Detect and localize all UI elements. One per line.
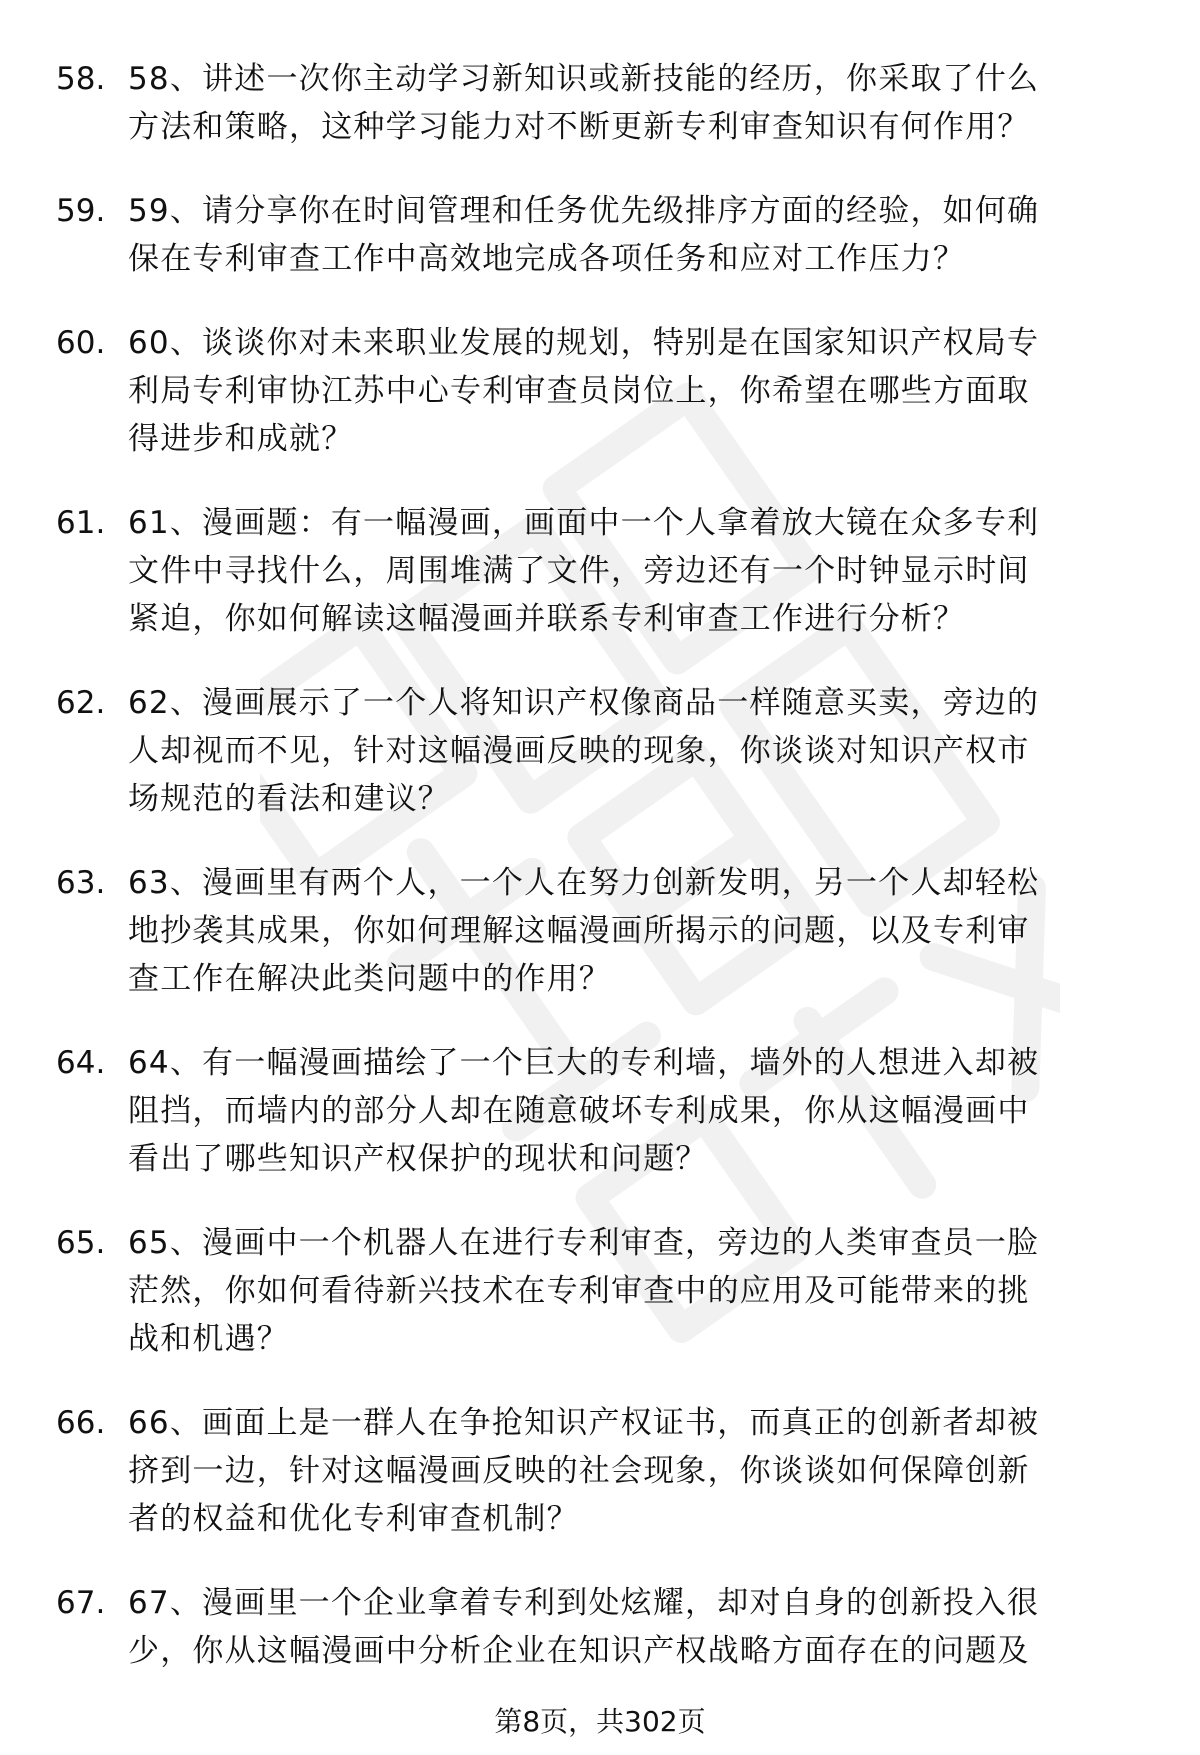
question-number: 66. [56, 1405, 106, 1441]
question-line: 挤到一边，针对这幅漫画反映的社会现象，你谈谈如何保障创新 [128, 1453, 1030, 1489]
question-line: 64、有一幅漫画描绘了一个巨大的专利墙，墙外的人想进入却被 [128, 1045, 1040, 1081]
question-list [0, 55, 1200, 1711]
question-item [0, 859, 1200, 1003]
question-item [0, 1219, 1200, 1363]
question-number: 63. [56, 865, 106, 901]
page-footer: 第8页，共302页 [494, 1705, 706, 1738]
question-item [0, 499, 1200, 643]
question-line: 59、请分享你在时间管理和任务优先级排序方面的经验，如何确 [128, 193, 1040, 229]
question-line: 利局专利审协江苏中心专利审查员岗位上，你希望在哪些方面取 [128, 373, 1030, 409]
question-text [128, 679, 1138, 823]
question-line: 保在专利审查工作中高效地完成各项任务和应对工作压力？ [128, 241, 966, 277]
question-number: 67. [56, 1585, 106, 1621]
question-text [128, 859, 1138, 1003]
question-line: 场规范的看法和建议？ [128, 781, 450, 817]
question-line: 看出了哪些知识产权保护的现状和问题？ [128, 1141, 708, 1177]
question-line: 得进步和成就？ [128, 421, 354, 457]
question-line: 少，你从这幅漫画中分析企业在知识产权战略方面存在的问题及 [128, 1633, 1030, 1669]
question-text [128, 1039, 1138, 1183]
question-item [0, 679, 1200, 823]
question-item [0, 55, 1200, 151]
question-text [128, 1399, 1138, 1543]
question-item [0, 1399, 1200, 1543]
question-text [128, 319, 1138, 463]
question-line: 66、画面上是一群人在争抢知识产权证书，而真正的创新者却被 [128, 1405, 1040, 1441]
question-text [128, 499, 1138, 643]
question-line: 紧迫，你如何解读这幅漫画并联系专利审查工作进行分析？ [128, 601, 966, 637]
question-line: 文件中寻找什么，周围堆满了文件，旁边还有一个时钟显示时间 [128, 553, 1030, 589]
question-number: 64. [56, 1045, 106, 1081]
question-item [0, 1039, 1200, 1183]
question-line: 方法和策略，这种学习能力对不断更新专利审查知识有何作用？ [128, 109, 1030, 145]
question-line: 65、漫画中一个机器人在进行专利审查，旁边的人类审查员一脸 [128, 1225, 1040, 1261]
question-number: 62. [56, 685, 106, 721]
question-item [0, 187, 1200, 283]
question-line: 战和机遇？ [128, 1321, 289, 1357]
question-line: 阻挡，而墙内的部分人却在随意破坏专利成果，你从这幅漫画中 [128, 1093, 1030, 1129]
question-number: 61. [56, 505, 106, 541]
question-number: 60. [56, 325, 106, 361]
question-line: 58、讲述一次你主动学习新知识或新技能的经历，你采取了什么 [128, 61, 1040, 97]
question-number: 58. [56, 61, 106, 97]
question-line: 67、漫画里一个企业拿着专利到处炫耀，却对自身的创新投入很 [128, 1585, 1040, 1621]
question-number: 59. [56, 193, 106, 229]
question-line: 地抄袭其成果，你如何理解这幅漫画所揭示的问题，以及专利审 [128, 913, 1030, 949]
question-item [0, 319, 1200, 463]
question-line: 查工作在解决此类问题中的作用？ [128, 961, 611, 997]
question-text [128, 1219, 1138, 1363]
question-line: 62、漫画展示了一个人将知识产权像商品一样随意买卖，旁边的 [128, 685, 1040, 721]
question-line: 61、漫画题：有一幅漫画，画面中一个人拿着放大镜在众多专利 [128, 505, 1040, 541]
question-line: 者的权益和优化专利审查机制？ [128, 1501, 579, 1537]
question-text [128, 187, 1138, 283]
question-line: 63、漫画里有两个人，一个人在努力创新发明，另一个人却轻松 [128, 865, 1040, 901]
question-text [128, 55, 1138, 151]
question-line: 60、谈谈你对未来职业发展的规划，特别是在国家知识产权局专 [128, 325, 1040, 361]
question-line: 茫然，你如何看待新兴技术在专利审查中的应用及可能带来的挑 [128, 1273, 1030, 1309]
question-text [128, 1579, 1138, 1675]
question-item [0, 1579, 1200, 1675]
question-number: 65. [56, 1225, 106, 1261]
question-line: 人却视而不见，针对这幅漫画反映的现象，你谈谈对知识产权市 [128, 733, 1030, 769]
